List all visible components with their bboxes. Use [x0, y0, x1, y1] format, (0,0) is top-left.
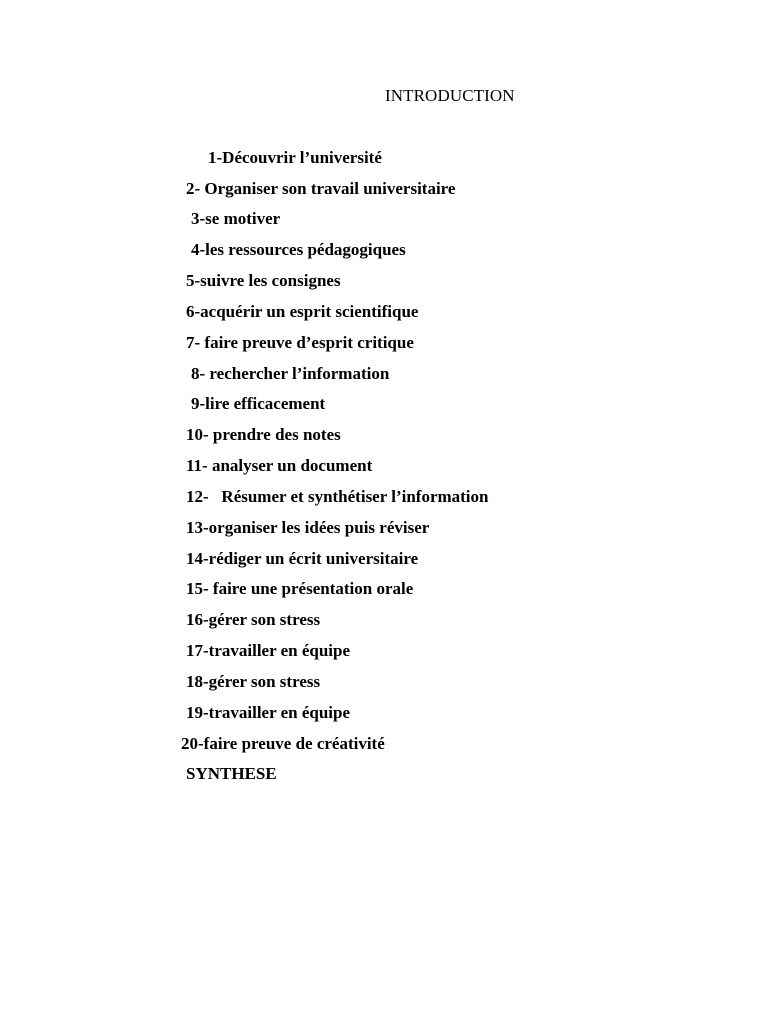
- toc-item: 5-suivre les consignes: [186, 271, 341, 290]
- toc-item: 2- Organiser son travail universitaire: [186, 179, 456, 198]
- toc-item: 13-organiser les idées puis réviser: [186, 518, 430, 537]
- toc-item: 14-rédiger un écrit universitaire: [186, 549, 419, 568]
- toc-item: 15- faire une présentation orale: [186, 579, 414, 598]
- toc-item: 1-Découvrir l’université: [208, 148, 382, 167]
- toc-item: 9-lire efficacement: [191, 394, 326, 413]
- toc-item: 7- faire preuve d’esprit critique: [186, 333, 414, 352]
- toc-item: SYNTHESE: [186, 764, 277, 783]
- toc-item: 18-gérer son stress: [186, 672, 321, 691]
- toc-item: 16-gérer son stress: [186, 610, 321, 629]
- toc-item: 10- prendre des notes: [186, 425, 341, 444]
- document-title: INTRODUCTION: [385, 86, 515, 105]
- toc-item: 8- rechercher l’information: [191, 364, 390, 383]
- toc-item: 3-se motiver: [191, 209, 281, 228]
- toc-item: 12- Résumer et synthétiser l’information: [186, 487, 489, 506]
- toc-item: 19-travailler en équipe: [186, 703, 350, 722]
- toc-item: 6-acquérir un esprit scientifique: [186, 302, 419, 321]
- toc-item: 11- analyser un document: [186, 456, 373, 475]
- toc-item: 20-faire preuve de créativité: [181, 734, 385, 753]
- toc-item: 4-les ressources pédagogiques: [191, 240, 406, 259]
- toc-item: 17-travailler en équipe: [186, 641, 350, 660]
